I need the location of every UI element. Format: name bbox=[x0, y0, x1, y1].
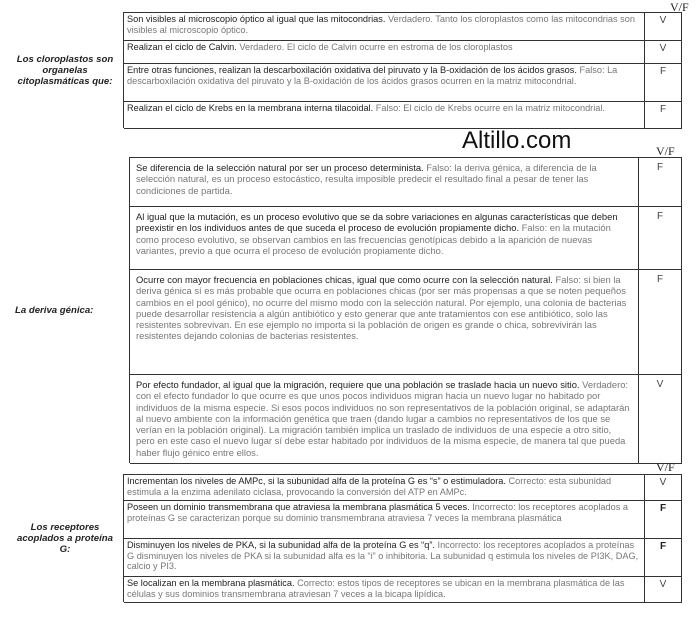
explanation: Verdadero: con el efecto fundador lo que ocurre es que unos pocos individuos migran hacia un nuevo lugar no habitado por individuos de la misma especie. Si esos pocos individuos no son representativos de la población original, se adaptarán al nuevo ambiente con la información genética que traen (dando lugar a cambios no representativos de los que se verían en la población original). La migración también implica un traslado de individuos de una especie a otro sitio, pero en este caso el nuevo lugar sí debe estar habitado por individuos de la misma especie, de manera tal que pueda haber flujo génico entre ellos. bbox=[136, 379, 630, 458]
topic-label: La deriva génica: bbox=[7, 158, 130, 464]
answer: F bbox=[645, 539, 682, 577]
watermark: Altillo.com bbox=[462, 127, 572, 154]
explanation: Falso: en la mutación como proceso evolutivo, se observan cambios en las frecuencias genotípicas debido a la aparición de nuevas variantes, previo a que ocurra el proceso de evolución propiamente dicho. bbox=[136, 222, 611, 256]
statement: Se diferencia de la selección natural por ser un proceso determinista. bbox=[136, 162, 424, 173]
explanation: Correcto: estos tipos de receptores se ubican en la membrana plasmática de las células y sus dominios transmembrana atraviesan 7 veces a la bicapa lipídica. bbox=[127, 578, 625, 599]
item-cell bbox=[124, 475, 645, 501]
item-cell bbox=[130, 158, 639, 207]
statement: Realizan el ciclo de Krebs en la membrana interna tilacoidal. bbox=[127, 103, 374, 113]
statement: Al igual que la mutación, es un proceso evolutivo que se da sobre variaciones en algunas características que deben preexistir en los individuos antes de que suceda el proceso de evolución propiamente dicho. bbox=[136, 211, 618, 234]
question-table-g-protein-receptors bbox=[6, 474, 682, 603]
item-cell bbox=[124, 64, 645, 102]
statement: Se localizan en la membrana plasmática. bbox=[127, 578, 295, 588]
explanation: Falso: La descarboxilación oxidativa del piruvato y la B-oxidación de los ácidos grasos ocurren en la matriz mitocondrial. bbox=[127, 65, 618, 86]
statement: Entre otras funciones, realizan la descarboxilación oxidativa del piruvato y la B-oxidación de los ácidos grasos. bbox=[127, 65, 577, 75]
statement: Disminuyen los niveles de PKA, si la subunidad alfa de la proteína G es “q”. bbox=[127, 540, 435, 550]
explanation: Falso: El ciclo de Krebs ocurre en la matriz mitocondrial. bbox=[375, 103, 605, 113]
statement: Realizan el ciclo de Calvin. bbox=[127, 42, 237, 52]
item-cell bbox=[124, 102, 645, 129]
answer: V bbox=[645, 41, 682, 64]
item-cell bbox=[124, 577, 645, 603]
answer: F bbox=[639, 270, 682, 375]
answer: V bbox=[639, 375, 682, 464]
explanation: Verdadero. El ciclo de Calvin ocurre en estroma de los cloroplastos bbox=[239, 42, 513, 52]
explanation: Falso: si bien la deriva génica sí es más probable que ocurra en poblaciones chicas (por ser más propensas a que se noten pequeños cambios en el pool génico), no ocurre del mismo modo con la selección natural. Por ejemplo, una colonia de bacterias puede desarrollar resistencia a algún antibiótico y esto generar que ante tratamientos con ese antibiótico, solo las resistentes sobrevivan. En ese ejemplo no importa si la población de origen es grande o chica, sobrevivirán las resistentes dejando colonias de bacterias resistentes. bbox=[136, 274, 627, 342]
answer: V bbox=[645, 13, 682, 41]
vf-header-2: V/F bbox=[656, 144, 675, 158]
explanation: Falso: la deriva génica, a diferencia de la selección natural, es un proceso estocástico, resulta imposible predecir el resultado final a pesar de tener las condiciones de partida. bbox=[136, 162, 597, 196]
statement: Poseen un dominio transmembrana que atraviesa la membrana plasmática 5 veces. bbox=[127, 502, 470, 512]
item-cell bbox=[124, 539, 645, 577]
answer: F bbox=[645, 64, 682, 102]
item-cell bbox=[130, 375, 639, 464]
answer: V bbox=[645, 475, 682, 501]
answer: F bbox=[645, 501, 682, 539]
answer: V bbox=[645, 577, 682, 603]
statement: Son visibles al microscopio óptico al igual que las mitocondrias. bbox=[127, 14, 386, 24]
item-cell bbox=[124, 41, 645, 64]
answer: F bbox=[645, 102, 682, 129]
question-table-genetic-drift bbox=[6, 157, 682, 464]
vf-header-3: V/F bbox=[656, 460, 675, 474]
statement: Incrementan los niveles de AMPc, si la subunidad alfa de la proteína G es “s” o estimuladora. bbox=[127, 476, 506, 486]
topic-label: Los receptores acoplados a proteína G: bbox=[7, 475, 124, 603]
question-table-chloroplasts bbox=[6, 12, 682, 129]
answer: F bbox=[639, 158, 682, 207]
item-cell bbox=[124, 501, 645, 539]
statement: Por efecto fundador, al igual que la migración, requiere que una población se traslade hacia un nuevo sitio. bbox=[136, 379, 580, 390]
explanation: Incorrecto: los receptores acoplados a proteínas G disminuyen los niveles de PKA si la subunidad alfa es la “i” o inhibitoria. La subunidad q estimula los niveles de PI3K, DAG, calcio y PI3. bbox=[127, 540, 639, 572]
explanation: Incorrecto: los receptores acoplados a proteínas G se caracterizan porque su dominio transmembrana atraviesa 7 veces la membrana plasmática bbox=[127, 502, 628, 523]
explanation: Verdadero. Tanto los cloroplastos como las mitocondrias son visibles al microscopio óptico. bbox=[127, 14, 635, 35]
topic-label: Los cloroplastos son organelas citoplasmáticas que: bbox=[7, 13, 124, 129]
statement: Ocurre con mayor frecuencia en poblaciones chicas, igual que como ocurre con la selección natural. bbox=[136, 274, 553, 285]
item-cell bbox=[130, 207, 639, 270]
vf-header-1: V/F bbox=[670, 0, 689, 14]
item-cell bbox=[130, 270, 639, 375]
explanation: Correcto: esta subunidad estimula a la enzima adenilato ciclasa, provocando la conversión del ATP en AMPc. bbox=[127, 476, 612, 497]
answer: F bbox=[639, 207, 682, 270]
item-cell bbox=[124, 13, 645, 41]
